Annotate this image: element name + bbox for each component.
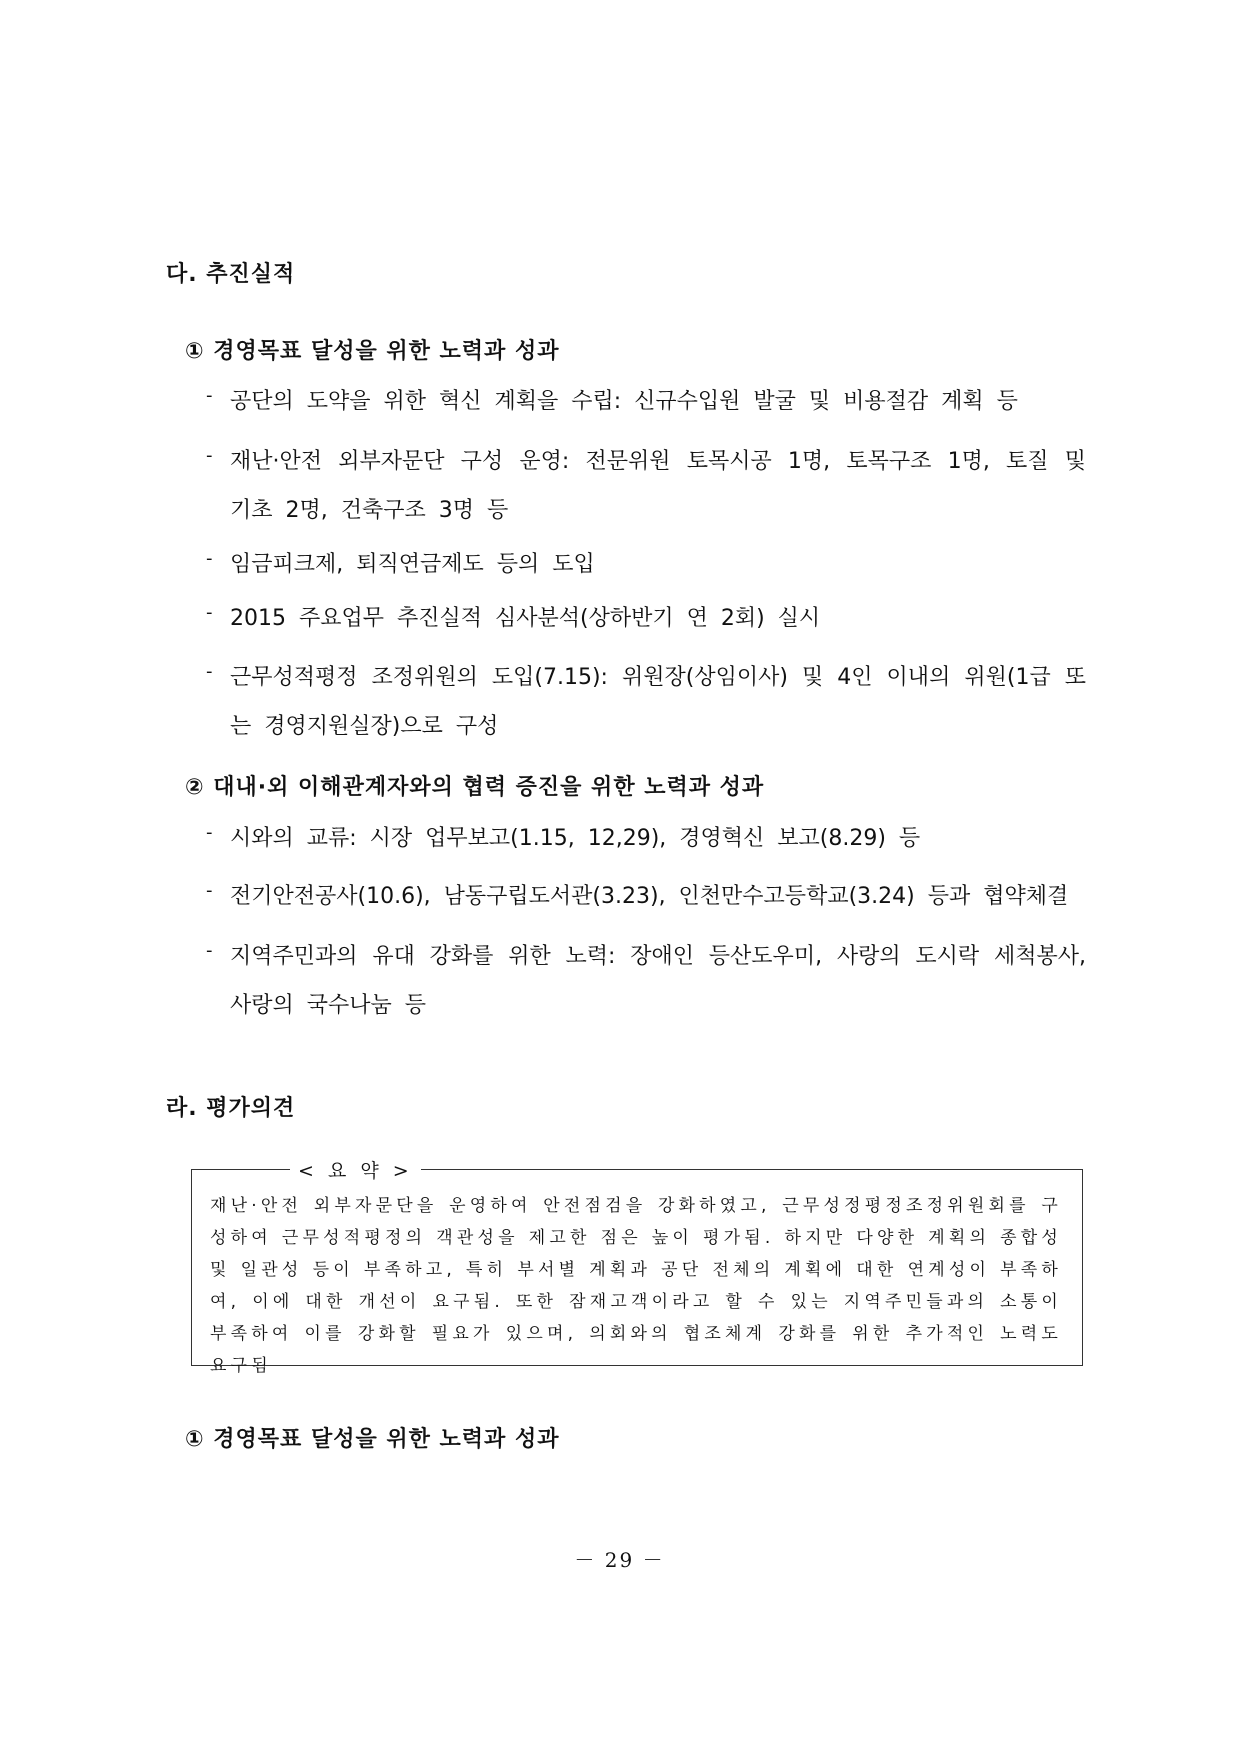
summary-body: 재난·안전 외부자문단을 운영하여 안전점검을 강화하였고, 근무성정평정조정위원회를 구성하여 근무성적평정의 객관성을 제고한 점은 높이 평가됨. 하지만 다양한 계획의 종합성 및 일관성 등이 부족하고, 특히 부서별 계획과 공단 전체의 계획에 대한 연계성이 부족하여, 이에 대한 개선이 요구됨. 또한 잠재고객이라고 할 수 있는 지역주민들과의 소통이 부족하여 이를 강화할 필요가 있으며, 의회와의 협조체계 강화를 위한 추가적인 노력도 요구됨 <box>210 1196 1062 1376</box>
summary-title: < 요 약 > <box>290 1156 421 1183</box>
bullet-dash: - <box>206 445 213 466</box>
list-item <box>206 872 1086 921</box>
subheading-stakeholder-cooperation: ② 대내·외 이해관계자와의 협력 증진을 위한 노력과 성과 <box>185 775 765 800</box>
list-item <box>206 653 1086 751</box>
bullet-dash: - <box>206 940 213 961</box>
list-item-text: 근무성적평정 조정위원의 도입(7.15): 위원장(상임이사) 및 4인 이내의 위원(1급 또는 경영지원실장)으로 구성 <box>230 665 1086 739</box>
bullet-dash: - <box>206 880 213 901</box>
list-item <box>206 377 1086 426</box>
list-item-text: 시와의 교류: 시장 업무보고(1.15, 12,29), 경영혁신 보고(8.29) 등 <box>230 826 921 851</box>
list-item <box>206 932 1086 1030</box>
page-number: － 29 － <box>574 1548 665 1572</box>
list-item-text: 2015 주요업무 추진실적 심사분석(상하반기 연 2회) 실시 <box>230 606 821 631</box>
section-heading-evaluation: 라. 평가의견 <box>166 1096 296 1121</box>
bullet-dash: - <box>206 548 213 569</box>
subheading-management-goals-evaluation: ① 경영목표 달성을 위한 노력과 성과 <box>185 1427 560 1452</box>
list-item <box>206 594 1086 643</box>
list-item-text: 전기안전공사(10.6), 남동구립도서관(3.23), 인천만수고등학교(3.24) 등과 협약체결 <box>230 884 1069 909</box>
list-item <box>206 437 1086 535</box>
bullet-dash: - <box>206 602 213 623</box>
bullet-dash: - <box>206 822 213 843</box>
list-item-text: 임금피크제, 퇴직연금제도 등의 도입 <box>230 552 595 577</box>
subheading-management-goals: ① 경영목표 달성을 위한 노력과 성과 <box>185 339 560 364</box>
summary-box <box>191 1160 1083 1376</box>
list-item-text: 지역주민과의 유대 강화를 위한 노력: 장애인 등산도우미, 사랑의 도시락 세척봉사, 사랑의 국수나눔 등 <box>230 944 1086 1018</box>
section-heading-performance: 다. 추진실적 <box>166 262 296 287</box>
list-item <box>206 540 1086 589</box>
list-item-text: 재난·안전 외부자문단 구성 운영: 전문위원 토목시공 1명, 토목구조 1명, 토질 및 기초 2명, 건축구조 3명 등 <box>230 449 1086 523</box>
list-item <box>206 814 1086 863</box>
bullet-dash: - <box>206 385 213 406</box>
bullet-dash: - <box>206 661 213 682</box>
list-item-text: 공단의 도약을 위한 혁신 계획을 수립: 신규수입원 발굴 및 비용절감 계획 등 <box>230 389 1018 414</box>
